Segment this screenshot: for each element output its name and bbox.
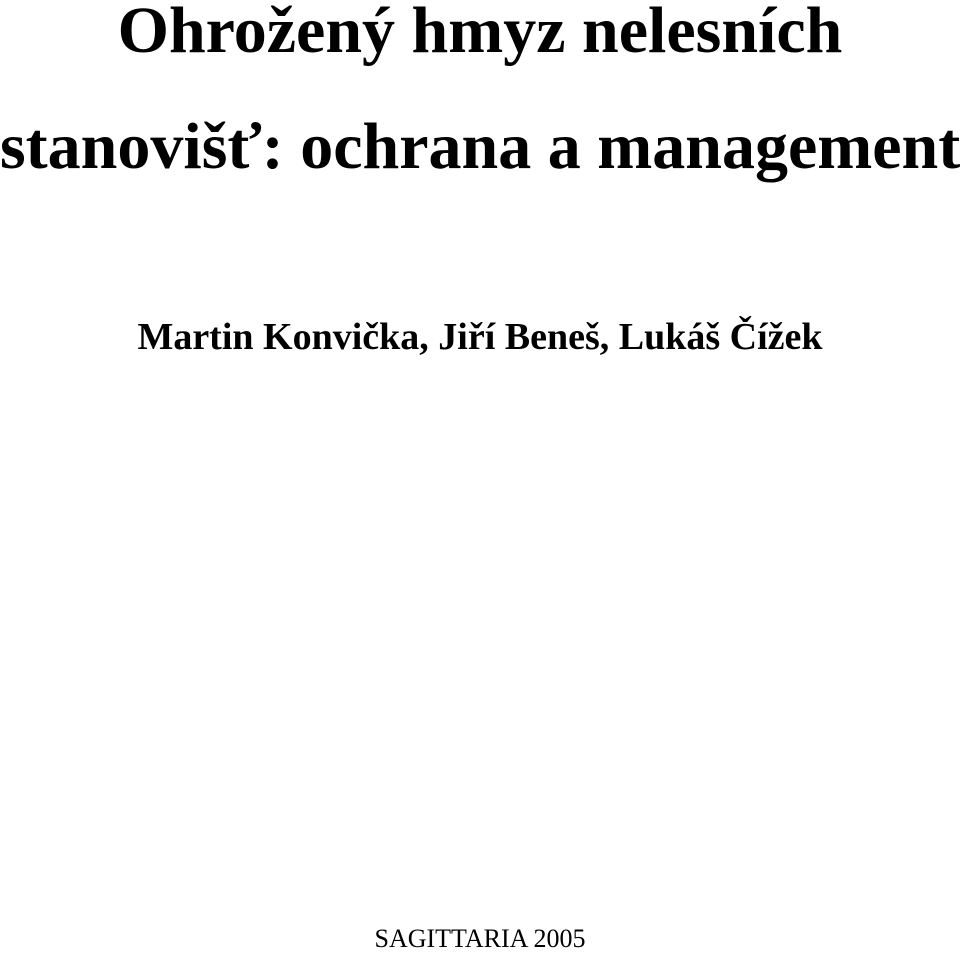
book-title-line-2: stanovišť: ochrana a management bbox=[0, 110, 960, 183]
authors: Martin Konvička, Jiří Beneš, Lukáš Čížek bbox=[137, 316, 823, 358]
publisher-year: SAGITTARIA 2005 bbox=[374, 924, 586, 953]
book-title bbox=[0, 0, 960, 183]
book-title-line-1: Ohrožený hmyz nelesních bbox=[117, 0, 843, 67]
